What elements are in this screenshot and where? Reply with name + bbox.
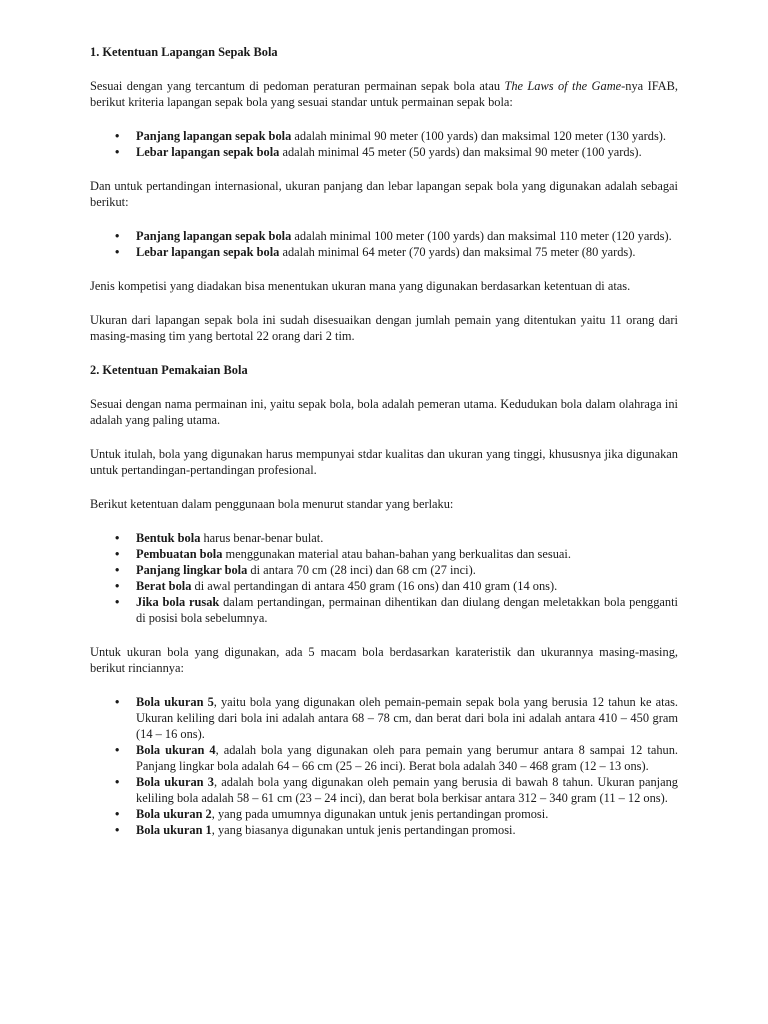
list-item: • Bola ukuran 3, adalah bola yang digunakan oleh pemain yang berusia di bawah 8 tahun. Ukuran panjang keliling bola adalah 58 – 61 cm (23 – 24 inci), dan berat bola berkisar antara 312 – 340 gram (11 – 12 ons).	[90, 774, 678, 806]
paragraph: Dan untuk pertandingan internasional, ukuran panjang dan lebar lapangan sepak bola yang digunakan adalah sebagai berikut:	[90, 179, 678, 209]
list-item: • Panjang lapangan sepak bola adalah minimal 100 meter (100 yards) dan maksimal 110 meter (120 yards).	[90, 228, 678, 244]
international-field-size-list	[90, 228, 678, 260]
paragraph: Jenis kompetisi yang diadakan bisa menentukan ukuran mana yang digunakan berdasarkan ketentuan di atas.	[90, 279, 631, 293]
field-size-list	[90, 128, 678, 160]
section-2-heading: 2. Ketentuan Pemakaian Bola	[90, 363, 248, 377]
paragraph: Untuk itulah, bola yang digunakan harus mempunyai stdar kualitas dan ukuran yang tinggi, khususnya jika digunakan untuk pertandingan-pertandingan profesional.	[90, 447, 678, 477]
paragraph: Berikut ketentuan dalam penggunaan bola menurut standar yang berlaku:	[90, 497, 454, 511]
list-item: • Bola ukuran 5, yaitu bola yang digunakan oleh pemain-pemain sepak bola yang berusia 12 tahun ke atas. Ukuran keliling dari bola ini adalah antara 68 – 78 cm, dan berat dari bola ini adalah antara 410 – 450 gram (14 – 16 ons).	[90, 694, 678, 742]
ball-size-list	[90, 694, 678, 838]
ball-rules-list	[90, 530, 678, 626]
section-1-heading: 1. Ketentuan Lapangan Sepak Bola	[90, 45, 278, 59]
paragraph: Ukuran dari lapangan sepak bola ini sudah disesuaikan dengan jumlah pemain yang ditentukan yaitu 11 orang dari masing-masing tim yang bertotal 22 orang dari 2 tim.	[90, 313, 678, 343]
list-item: • Lebar lapangan sepak bola adalah minimal 45 meter (50 yards) dan maksimal 90 meter (100 yards).	[90, 144, 678, 160]
list-item: • Bola ukuran 1, yang biasanya digunakan untuk jenis pertandingan promosi.	[90, 822, 678, 838]
list-item: • Bentuk bola harus benar-benar bulat.	[90, 530, 678, 546]
intro-emphasis: The Laws of the Game	[504, 79, 622, 93]
list-item: • Panjang lingkar bola di antara 70 cm (28 inci) dan 68 cm (27 inci).	[90, 562, 678, 578]
paragraph: Untuk ukuran bola yang digunakan, ada 5 macam bola berdasarkan karateristik dan ukurannya masing-masing, berikut rinciannya:	[90, 645, 678, 675]
list-item: • Berat bola di awal pertandingan di antara 450 gram (16 ons) dan 410 gram (14 ons).	[90, 578, 678, 594]
intro-text: Sesuai dengan yang tercantum di pedoman peraturan permainan sepak bola atau	[90, 79, 505, 93]
list-item: • Bola ukuran 4, adalah bola yang digunakan oleh para pemain yang berumur antara 8 sampai 12 tahun. Panjang lingkar bola adalah 64 – 66 cm (25 – 26 inci). Berat bola adalah 340 – 468 gram (12 – 13 ons).	[90, 742, 678, 774]
list-item: • Bola ukuran 2, yang pada umumnya digunakan untuk jenis pertandingan promosi.	[90, 806, 678, 822]
list-item: • Pembuatan bola menggunakan material atau bahan-bahan yang berkualitas dan sesuai.	[90, 546, 678, 562]
list-item: • Lebar lapangan sepak bola adalah minimal 64 meter (70 yards) dan maksimal 75 meter (80 yards).	[90, 244, 678, 260]
intro-text-end: -nya IFAB, berikut kriteria lapangan sepak bola yang sesuai standar untuk permainan sepak bola:	[90, 79, 678, 109]
list-item: • Jika bola rusak dalam pertandingan, permainan dihentikan dan diulang dengan meletakkan bola pengganti di posisi bola sebelumnya.	[90, 594, 678, 626]
list-item: • Panjang lapangan sepak bola adalah minimal 90 meter (100 yards) dan maksimal 120 meter (130 yards).	[90, 128, 678, 144]
section-1-intro	[90, 78, 678, 110]
paragraph: Sesuai dengan nama permainan ini, yaitu sepak bola, bola adalah pemeran utama. Kedudukan bola dalam olahraga ini adalah yang paling utama.	[90, 397, 678, 427]
